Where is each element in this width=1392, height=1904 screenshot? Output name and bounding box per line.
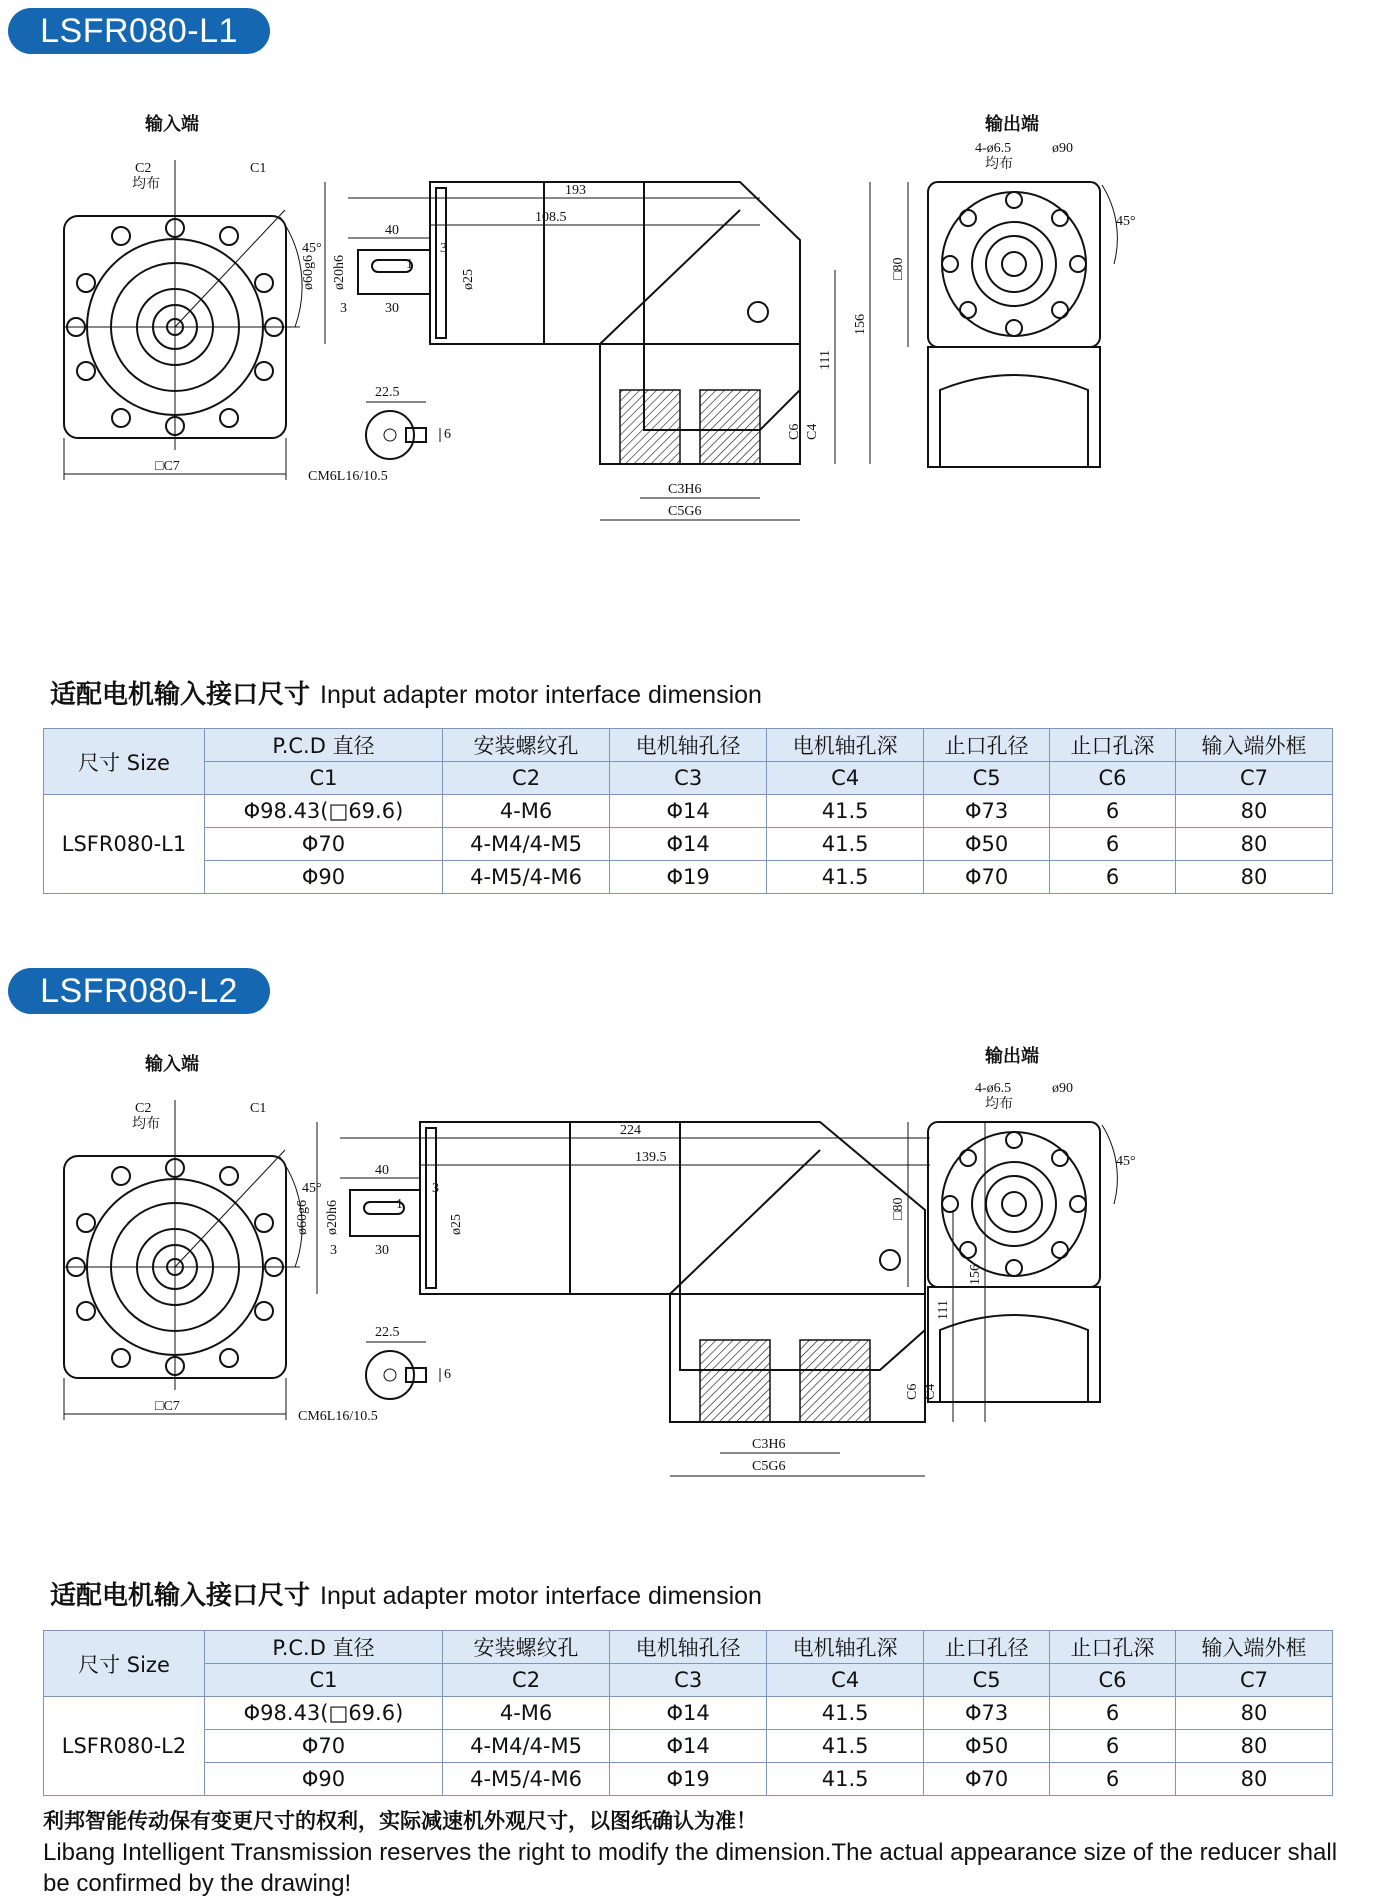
table-row — [44, 861, 1333, 894]
table-cell: Φ19 — [610, 1763, 767, 1796]
key-width: 22.5 — [375, 385, 400, 400]
header-cell: 安装螺纹孔 — [442, 1631, 609, 1664]
shoulder-dim: 3 — [340, 301, 347, 316]
table-title-en: Input adapter motor interface dimension — [320, 681, 762, 709]
table-cell: Φ90 — [205, 1763, 443, 1796]
table-row — [44, 1763, 1333, 1796]
c1-label: C1 — [250, 161, 267, 176]
overall-length: 224 — [620, 1123, 641, 1138]
header-cell: 电机轴孔径 — [610, 1631, 767, 1664]
table-cell: Φ70 — [924, 1763, 1050, 1796]
table-cell: 41.5 — [767, 795, 924, 828]
output-angle: 45° — [1116, 1154, 1136, 1169]
table-cell: Φ50 — [924, 828, 1050, 861]
c5-label: C5G6 — [752, 1459, 786, 1474]
table-cell: Φ70 — [205, 1730, 443, 1763]
size-header: 尺寸 Size — [44, 1631, 205, 1697]
code-cell: C3 — [610, 762, 767, 795]
table-cell: 4-M6 — [442, 1697, 609, 1730]
size-cell: LSFR080-L1 — [44, 795, 205, 894]
key-width: 22.5 — [375, 1325, 400, 1340]
table-cell: Φ14 — [610, 1730, 767, 1763]
code-cell: C1 — [205, 1664, 443, 1697]
header-cell: 输入端外框 — [1175, 729, 1332, 762]
body-length: 139.5 — [635, 1150, 667, 1165]
table-cell: Φ70 — [924, 861, 1050, 894]
table-cell: 4-M4/4-M5 — [442, 828, 609, 861]
c4-label: C4 — [805, 423, 820, 440]
step-dim: 3 — [440, 241, 447, 256]
table-cell: 80 — [1175, 861, 1332, 894]
shaft-length: 30 — [375, 1243, 389, 1258]
c2-note: 均布 — [132, 1117, 160, 1132]
table-cell: 4-M5/4-M6 — [442, 861, 609, 894]
table-row — [44, 1697, 1333, 1730]
table-cell: 41.5 — [767, 1730, 924, 1763]
table-cell: 6 — [1050, 1730, 1176, 1763]
output-holes: 4-ø6.5 — [975, 141, 1012, 156]
size-header: 尺寸 Size — [44, 729, 205, 795]
height-lower: 111 — [818, 350, 833, 370]
output-square: □80 — [891, 1197, 906, 1220]
output-holes-note: 均布 — [985, 157, 1013, 172]
output-end-label: 输出端 — [985, 114, 1039, 135]
table-cell: Φ98.43(□69.6) — [205, 1697, 443, 1730]
technical-drawing — [40, 90, 1352, 620]
bore-dia: ø25 — [449, 1214, 464, 1235]
table-cell: 41.5 — [767, 1697, 924, 1730]
output-holes: 4-ø6.5 — [975, 1081, 1012, 1096]
key-size: 6 — [444, 427, 451, 442]
table-cell: 6 — [1050, 1697, 1176, 1730]
code-cell: C3 — [610, 1664, 767, 1697]
square-label: □C7 — [155, 1399, 180, 1414]
input-end-label: 输入端 — [145, 1054, 199, 1075]
step-dim: 3 — [432, 1181, 439, 1196]
table-cell: 6 — [1050, 861, 1176, 894]
flange-length: 40 — [375, 1163, 389, 1178]
header-cell: 安装螺纹孔 — [442, 729, 609, 762]
thread-spec: CM6L16/10.5 — [298, 1409, 378, 1424]
header-cell: P.C.D 直径 — [205, 1631, 443, 1664]
table-title — [50, 1575, 762, 1612]
code-cell: C7 — [1175, 762, 1332, 795]
table-title-en: Input adapter motor interface dimension — [320, 1582, 762, 1610]
bore-dia: ø25 — [461, 269, 476, 290]
technical-drawing — [40, 1040, 1352, 1570]
output-square: □80 — [891, 257, 906, 280]
c3-label: C3H6 — [668, 482, 702, 497]
overall-length: 193 — [565, 183, 586, 198]
table-title-cn: 适配电机输入接口尺寸 — [50, 1581, 311, 1611]
c1-label: C1 — [250, 1101, 267, 1116]
code-cell: C6 — [1050, 1664, 1176, 1697]
header-cell: 电机轴孔深 — [767, 729, 924, 762]
c5-label: C5G6 — [668, 504, 702, 519]
angle-label: 45° — [302, 1181, 322, 1196]
table-cell: 6 — [1050, 795, 1176, 828]
c2-label: C2 — [135, 161, 152, 176]
table-cell: Φ50 — [924, 1730, 1050, 1763]
square-label: □C7 — [155, 459, 180, 474]
table-cell: 80 — [1175, 795, 1332, 828]
header-cell: 止口孔深 — [1050, 1631, 1176, 1664]
output-pcd: ø90 — [1052, 141, 1073, 156]
header-cell: 电机轴孔深 — [767, 1631, 924, 1664]
table-cell: 4-M6 — [442, 795, 609, 828]
table-cell: Φ73 — [924, 1697, 1050, 1730]
table-cell: 41.5 — [767, 1763, 924, 1796]
key-size: 6 — [444, 1367, 451, 1382]
header-cell: 止口孔径 — [924, 729, 1050, 762]
table-cell: 6 — [1050, 1763, 1176, 1796]
table-cell: Φ14 — [610, 828, 767, 861]
table-title — [50, 674, 762, 711]
header-cell: 输入端外框 — [1175, 1631, 1332, 1664]
table-cell: 41.5 — [767, 861, 924, 894]
header-cell: 止口孔深 — [1050, 729, 1176, 762]
header-cell: 电机轴孔径 — [610, 729, 767, 762]
code-cell: C2 — [442, 1664, 609, 1697]
angle-label: 45° — [302, 241, 322, 256]
code-cell: C2 — [442, 762, 609, 795]
table-cell: Φ14 — [610, 795, 767, 828]
code-cell: C5 — [924, 1664, 1050, 1697]
height-lower: 111 — [936, 1300, 951, 1320]
output-pcd: ø90 — [1052, 1081, 1073, 1096]
shaft-dia: ø20h6 — [325, 1200, 340, 1235]
code-cell: C4 — [767, 1664, 924, 1697]
gap-dim: 1 — [406, 257, 413, 272]
spec-table — [43, 1630, 1333, 1796]
gap-dim: 1 — [396, 1197, 403, 1212]
header-cell: 止口孔径 — [924, 1631, 1050, 1664]
table-cell: Φ70 — [205, 828, 443, 861]
code-cell: C1 — [205, 762, 443, 795]
height-total: 156 — [853, 314, 868, 335]
code-cell: C6 — [1050, 762, 1176, 795]
thread-spec: CM6L16/10.5 — [308, 469, 388, 484]
footer-note-en: Libang Intelligent Transmission reserves the right to modify the dimension.The actual appearance size of the reducer shall be confirmed by the drawing! — [43, 1839, 1338, 1897]
table-cell: Φ14 — [610, 1697, 767, 1730]
table-cell: Φ19 — [610, 861, 767, 894]
spec-table — [43, 728, 1333, 894]
pilot-dia: ø60g6 — [295, 1200, 310, 1235]
code-cell: C7 — [1175, 1664, 1332, 1697]
header-cell: P.C.D 直径 — [205, 729, 443, 762]
table-cell: 6 — [1050, 828, 1176, 861]
body-length: 108.5 — [535, 210, 567, 225]
code-cell: C4 — [767, 762, 924, 795]
pilot-dia: ø60g6 — [301, 255, 316, 290]
table-row — [44, 795, 1333, 828]
flange-length: 40 — [385, 223, 399, 238]
table-cell: Φ98.43(□69.6) — [205, 795, 443, 828]
output-holes-note: 均布 — [985, 1097, 1013, 1112]
model-badge: LSFR080-L2 — [8, 968, 270, 1014]
model-badge: LSFR080-L1 — [8, 8, 270, 54]
c6-label: C6 — [905, 1383, 920, 1400]
table-cell: 80 — [1175, 1697, 1332, 1730]
output-end-label: 输出端 — [985, 1046, 1039, 1067]
shaft-dia: ø20h6 — [332, 255, 347, 290]
table-cell: 80 — [1175, 1763, 1332, 1796]
table-row — [44, 1730, 1333, 1763]
footer-note — [43, 1806, 1353, 1899]
table-cell: Φ73 — [924, 795, 1050, 828]
c4-label: C4 — [923, 1383, 938, 1400]
size-cell: LSFR080-L2 — [44, 1697, 205, 1796]
table-row — [44, 828, 1333, 861]
table-cell: 80 — [1175, 1730, 1332, 1763]
footer-note-cn: 利邦智能传动保有变更尺寸的权利，实际减速机外观尺寸，以图纸确认为准！ — [43, 1809, 757, 1833]
code-cell: C5 — [924, 762, 1050, 795]
table-cell: Φ90 — [205, 861, 443, 894]
c3-label: C3H6 — [752, 1437, 786, 1452]
c6-label: C6 — [787, 423, 802, 440]
table-cell: 4-M5/4-M6 — [442, 1763, 609, 1796]
table-cell: 80 — [1175, 828, 1332, 861]
shaft-length: 30 — [385, 301, 399, 316]
c2-note: 均布 — [132, 177, 160, 192]
c2-label: C2 — [135, 1101, 152, 1116]
shoulder-dim: 3 — [330, 1243, 337, 1258]
input-end-label: 输入端 — [145, 114, 199, 135]
table-cell: 4-M4/4-M5 — [442, 1730, 609, 1763]
height-total: 156 — [968, 1264, 983, 1285]
output-angle: 45° — [1116, 214, 1136, 229]
table-title-cn: 适配电机输入接口尺寸 — [50, 680, 311, 710]
table-cell: 41.5 — [767, 828, 924, 861]
